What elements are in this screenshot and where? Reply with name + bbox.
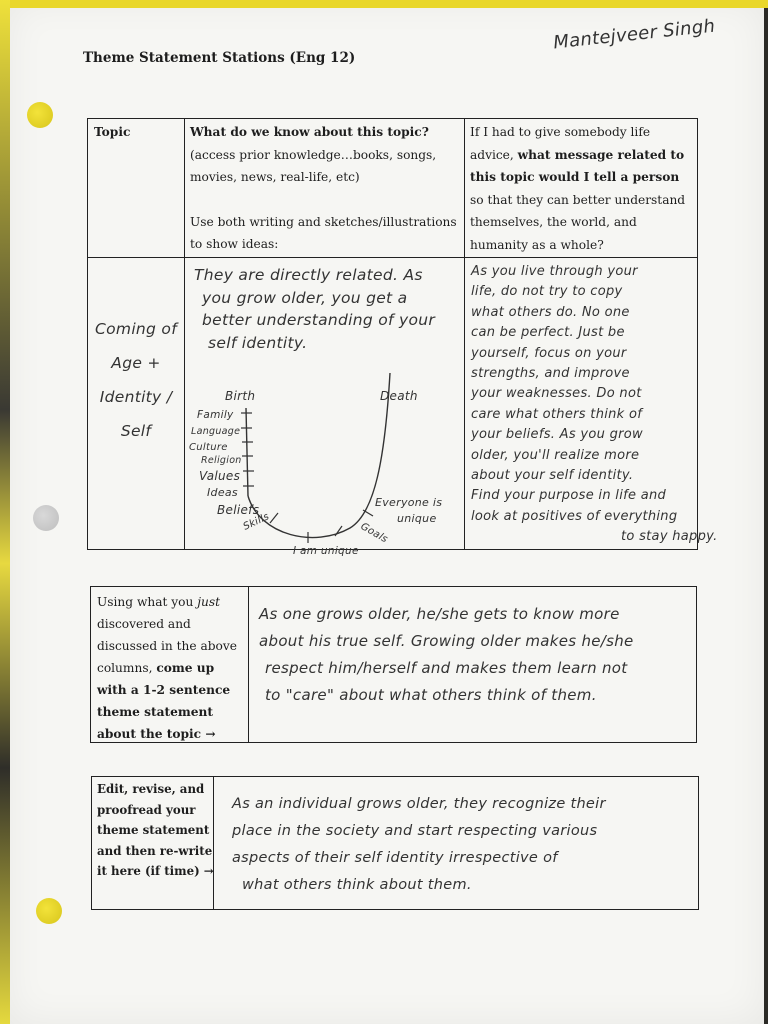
know-header-line: movies, news, real-life, etc) — [190, 170, 360, 184]
topic-line: Self — [120, 422, 152, 440]
know-cell — [185, 258, 465, 557]
culture-label: Culture — [189, 442, 228, 453]
advice-line: Find your purpose in life and — [471, 488, 667, 504]
advice-header-line: themselves, the world, and — [470, 215, 637, 229]
revise-statement-box — [91, 776, 699, 910]
revise-answer-line: aspects of their self identity irrespective of — [232, 850, 558, 866]
birth-label: Birth — [225, 389, 256, 403]
topic-header: Topic — [94, 125, 131, 139]
revise-answer — [232, 791, 606, 899]
theme-answer-line: As one grows older, he/she gets to know more — [259, 605, 620, 623]
advice-header-bold: what message related to — [517, 147, 685, 162]
advice-line: look at positives of everything — [471, 508, 678, 524]
theme-label-bold: with a 1-2 sentence — [97, 683, 231, 697]
theme-label-emphasis: just — [197, 595, 220, 609]
revise-label-line: it here (if time) → — [97, 864, 214, 878]
theme-label-bold: theme statement — [97, 705, 214, 719]
advice-line: your weaknesses. Do not — [471, 386, 642, 402]
advice-line: can be perfect. Just be — [471, 325, 625, 341]
theme-answer-line: respect him/herself and makes them learn not — [265, 659, 628, 677]
know-line: self identity. — [208, 333, 308, 352]
beliefs-label: Beliefs — [217, 503, 260, 517]
binder-hole-bottom — [36, 898, 62, 924]
know-header-bold: What do we know about this topic? — [190, 125, 429, 139]
curve-ticks — [270, 510, 373, 543]
revise-answer-line: place in the society and start respecting various — [232, 823, 598, 839]
theme-label-line: Using what you — [97, 595, 194, 609]
revise-label-cell — [92, 777, 214, 909]
death-label: Death — [380, 389, 418, 403]
topic-line: Coming of — [95, 320, 177, 338]
theme-answer — [259, 601, 634, 709]
advice-line: to stay happy. — [621, 529, 718, 545]
revise-label-line: and then re-write — [97, 843, 213, 858]
theme-label-bold: come up — [156, 661, 215, 675]
advice-line: yourself, focus on your — [471, 345, 627, 361]
know-header-line: (access prior knowledge…books, songs, — [190, 147, 437, 162]
advice-header-cell — [465, 119, 697, 258]
religion-label: Religion — [201, 455, 242, 466]
advice-header-line: humanity as a whole? — [470, 237, 604, 252]
advice-line: your beliefs. As you grow — [471, 427, 643, 443]
everyone-label-2: unique — [397, 512, 437, 525]
advice-line: what others do. No one — [471, 304, 630, 320]
advice-line: As you live through your — [471, 264, 638, 279]
skills-label: Skills — [241, 511, 272, 533]
theme-statement-box — [90, 586, 697, 743]
advice-header-line: If I had to give somebody life — [470, 125, 651, 139]
revise-label-line: proofread your — [97, 802, 196, 817]
values-label: Values — [199, 469, 241, 483]
background-edge — [0, 0, 768, 8]
worksheet-title: Theme Statement Stations (Eng 12) — [83, 50, 356, 66]
know-header-cell — [185, 119, 465, 258]
topic-cell — [88, 258, 185, 549]
advice-cell — [465, 258, 718, 549]
advice-line: care what others think of — [471, 406, 643, 422]
revise-label-line: Edit, revise, and — [97, 782, 205, 796]
revise-answer-line: As an individual grows older, they recognize their — [232, 796, 606, 812]
binder-hole-top — [27, 102, 53, 128]
advice-header-line: so that they can better understand — [470, 192, 686, 207]
topic-line: Age + — [111, 354, 161, 372]
theme-label-line: discovered and — [97, 617, 191, 631]
theme-label-cell — [91, 587, 249, 742]
revise-label-line: theme statement — [97, 823, 210, 837]
ideas-label: Ideas — [207, 486, 238, 499]
know-line: you grow older, you get a — [202, 288, 408, 307]
advice-line: about your self identity. — [471, 468, 634, 484]
theme-label-line: discussed in the above — [97, 639, 237, 653]
theme-label-bold: about the topic → — [97, 727, 216, 741]
theme-label-line: columns, — [97, 661, 157, 675]
language-label: Language — [191, 426, 241, 437]
know-header-line: to show ideas: — [190, 237, 279, 251]
everyone-label: Everyone is — [375, 496, 443, 509]
theme-answer-line: about his true self. Growing older makes he/she — [259, 632, 634, 650]
timeline-line — [246, 408, 248, 496]
unique-label: I am unique — [293, 545, 359, 557]
stations-table — [87, 118, 718, 557]
theme-answer-line: to "care" about what others think of them. — [265, 686, 597, 704]
know-line: They are directly related. As — [194, 266, 423, 284]
advice-line: older, you'll realize more — [471, 447, 640, 463]
advice-line: strengths, and improve — [471, 366, 630, 382]
background-edge-left — [0, 0, 10, 1024]
topic-header-cell — [88, 119, 185, 258]
advice-header-line: advice, — [470, 147, 518, 162]
know-line: better understanding of your — [202, 311, 436, 329]
revise-answer-line: what others think about them. — [242, 877, 472, 893]
identity-timeline-sketch — [185, 258, 465, 558]
topic-line: Identity / — [99, 388, 173, 406]
family-label: Family — [197, 409, 234, 421]
binder-hole-middle — [33, 505, 59, 531]
know-header-line: Use both writing and sketches/illustrations — [190, 214, 457, 229]
advice-header-bold: this topic would I tell a person — [470, 170, 680, 184]
student-name: Mantejveer Singh — [552, 15, 717, 54]
advice-line: life, do not try to copy — [471, 284, 623, 300]
goals-label: Goals — [358, 521, 390, 546]
